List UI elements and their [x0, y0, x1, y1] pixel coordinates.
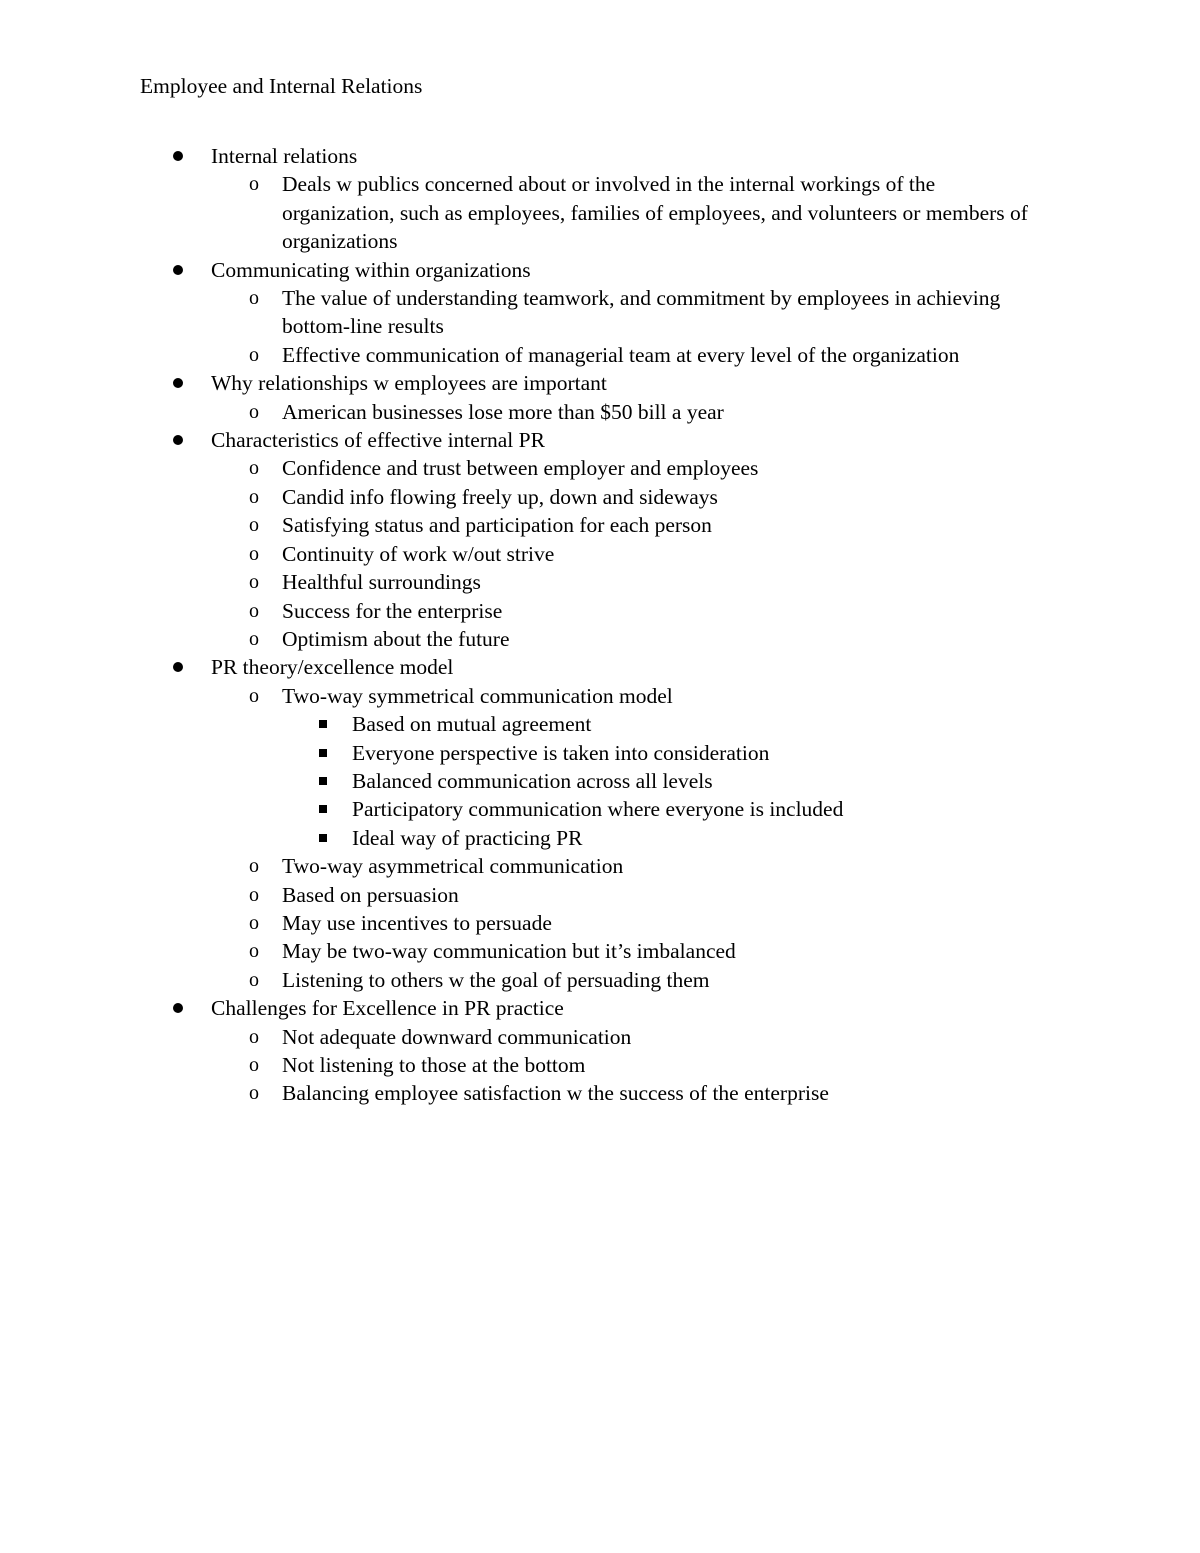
list-item — [0, 625, 1200, 653]
square-bullet-icon — [319, 777, 327, 785]
section-heading-text: Internal relations — [211, 144, 358, 168]
section-heading-text: Communicating within organizations — [211, 257, 531, 282]
list-item — [0, 398, 1200, 426]
outline-list — [0, 142, 1200, 1108]
item-text: May use incentives to persuade — [282, 910, 552, 935]
square-bullet-icon — [319, 720, 327, 728]
circle-bullet-icon: o — [249, 855, 259, 878]
item-text: Balanced communication across all levels — [352, 768, 713, 793]
item-text: Candid info flowing freely up, down and sideways — [282, 484, 718, 509]
section-heading — [0, 653, 1200, 681]
section-heading — [0, 369, 1200, 397]
item-text: Based on persuasion — [282, 882, 459, 907]
list-item — [0, 682, 1200, 710]
list-item — [0, 511, 1200, 539]
list-item — [0, 1079, 1200, 1107]
bullet-icon — [173, 435, 183, 445]
circle-bullet-icon: o — [249, 940, 259, 963]
list-item — [0, 1023, 1200, 1051]
list-item — [0, 852, 1200, 880]
circle-bullet-icon: o — [249, 287, 259, 310]
item-text: Not adequate downward communication — [282, 1024, 632, 1049]
item-text: Effective communication of managerial team at every level of the organization — [282, 342, 960, 367]
square-bullet-icon — [319, 805, 327, 813]
square-bullet-icon — [319, 834, 327, 842]
sub-list-item — [0, 710, 1200, 738]
circle-bullet-icon: o — [249, 1054, 259, 1076]
item-text: Healthful surroundings — [282, 570, 481, 595]
section-heading-text: Characteristics of effective internal PR — [211, 428, 545, 453]
sub-list-item — [0, 824, 1200, 852]
item-text: Two-way symmetrical communication model — [282, 683, 673, 708]
section-heading-text: PR theory/excellence model — [211, 655, 454, 680]
section-heading-text: Why relationships w employees are important — [211, 371, 607, 396]
circle-bullet-icon: o — [249, 173, 259, 196]
section-heading — [0, 142, 1200, 170]
square-bullet-icon — [319, 749, 327, 757]
item-text: Deals w publics concerned about or involved in the internal workings of the organization, such as employees, families of employees, and volunteers or members of organizations — [282, 172, 1028, 254]
item-text: The value of understanding teamwork, and commitment by employees in achieving bottom-line results — [282, 286, 1001, 339]
list-item — [0, 568, 1200, 596]
circle-bullet-icon: o — [249, 1025, 259, 1048]
document-title: Employee and Internal Relations — [140, 74, 423, 98]
section-heading-text: Challenges for Excellence in PR practice — [211, 996, 564, 1021]
list-item — [0, 909, 1200, 937]
circle-bullet-icon: o — [249, 457, 259, 480]
bullet-icon — [173, 662, 183, 672]
list-item — [0, 1051, 1200, 1079]
sub-list-item — [0, 767, 1200, 795]
item-text: Ideal way of practicing PR — [352, 825, 583, 850]
item-text: Continuity of work w/out strive — [282, 541, 555, 566]
item-text: Listening to others w the goal of persuading them — [282, 967, 710, 992]
circle-bullet-icon: o — [249, 400, 259, 423]
sub-list-item — [0, 739, 1200, 767]
section-heading — [0, 994, 1200, 1022]
list-item — [0, 454, 1200, 482]
circle-bullet-icon: o — [249, 599, 259, 622]
item-text: Balancing employee satisfaction w the success of the enterprise — [282, 1081, 829, 1106]
item-text: Optimism about the future — [282, 626, 510, 651]
list-item — [0, 483, 1200, 511]
list-item — [0, 597, 1200, 625]
item-text: Success for the enterprise — [282, 598, 503, 623]
list-item — [0, 540, 1200, 568]
bullet-icon — [173, 265, 183, 275]
bullet-icon — [173, 378, 183, 388]
circle-bullet-icon: o — [249, 911, 259, 934]
circle-bullet-icon: o — [249, 514, 259, 537]
circle-bullet-icon: o — [249, 1082, 259, 1105]
item-text: Confidence and trust between employer and employees — [282, 456, 759, 481]
sub-list-item — [0, 795, 1200, 823]
circle-bullet-icon: o — [249, 485, 259, 508]
item-text: Not listening to those at the bottom — [282, 1053, 586, 1077]
section-heading — [0, 426, 1200, 454]
bullet-icon — [173, 1003, 183, 1013]
list-item — [0, 937, 1200, 965]
list-item — [0, 966, 1200, 994]
section-heading — [0, 256, 1200, 284]
list-item — [0, 881, 1200, 909]
circle-bullet-icon: o — [249, 684, 259, 707]
list-item — [0, 170, 1200, 255]
bullet-icon — [173, 151, 183, 161]
item-text: May be two-way communication but it’s imbalanced — [282, 939, 736, 964]
list-item — [0, 284, 1200, 341]
item-text: Satisfying status and participation for each person — [282, 513, 712, 538]
item-text: Everyone perspective is taken into consideration — [352, 740, 770, 765]
item-text: Two-way asymmetrical communication — [282, 854, 624, 879]
item-text: Based on mutual agreement — [352, 712, 592, 737]
circle-bullet-icon: o — [249, 542, 259, 565]
circle-bullet-icon: o — [249, 627, 259, 650]
circle-bullet-icon: o — [249, 571, 259, 594]
circle-bullet-icon: o — [249, 343, 259, 366]
circle-bullet-icon: o — [249, 883, 259, 906]
list-item — [0, 341, 1200, 369]
item-text: Participatory communication where everyone is included — [352, 797, 844, 822]
item-text: American businesses lose more than $50 bill a year — [282, 399, 724, 424]
circle-bullet-icon: o — [249, 968, 259, 991]
